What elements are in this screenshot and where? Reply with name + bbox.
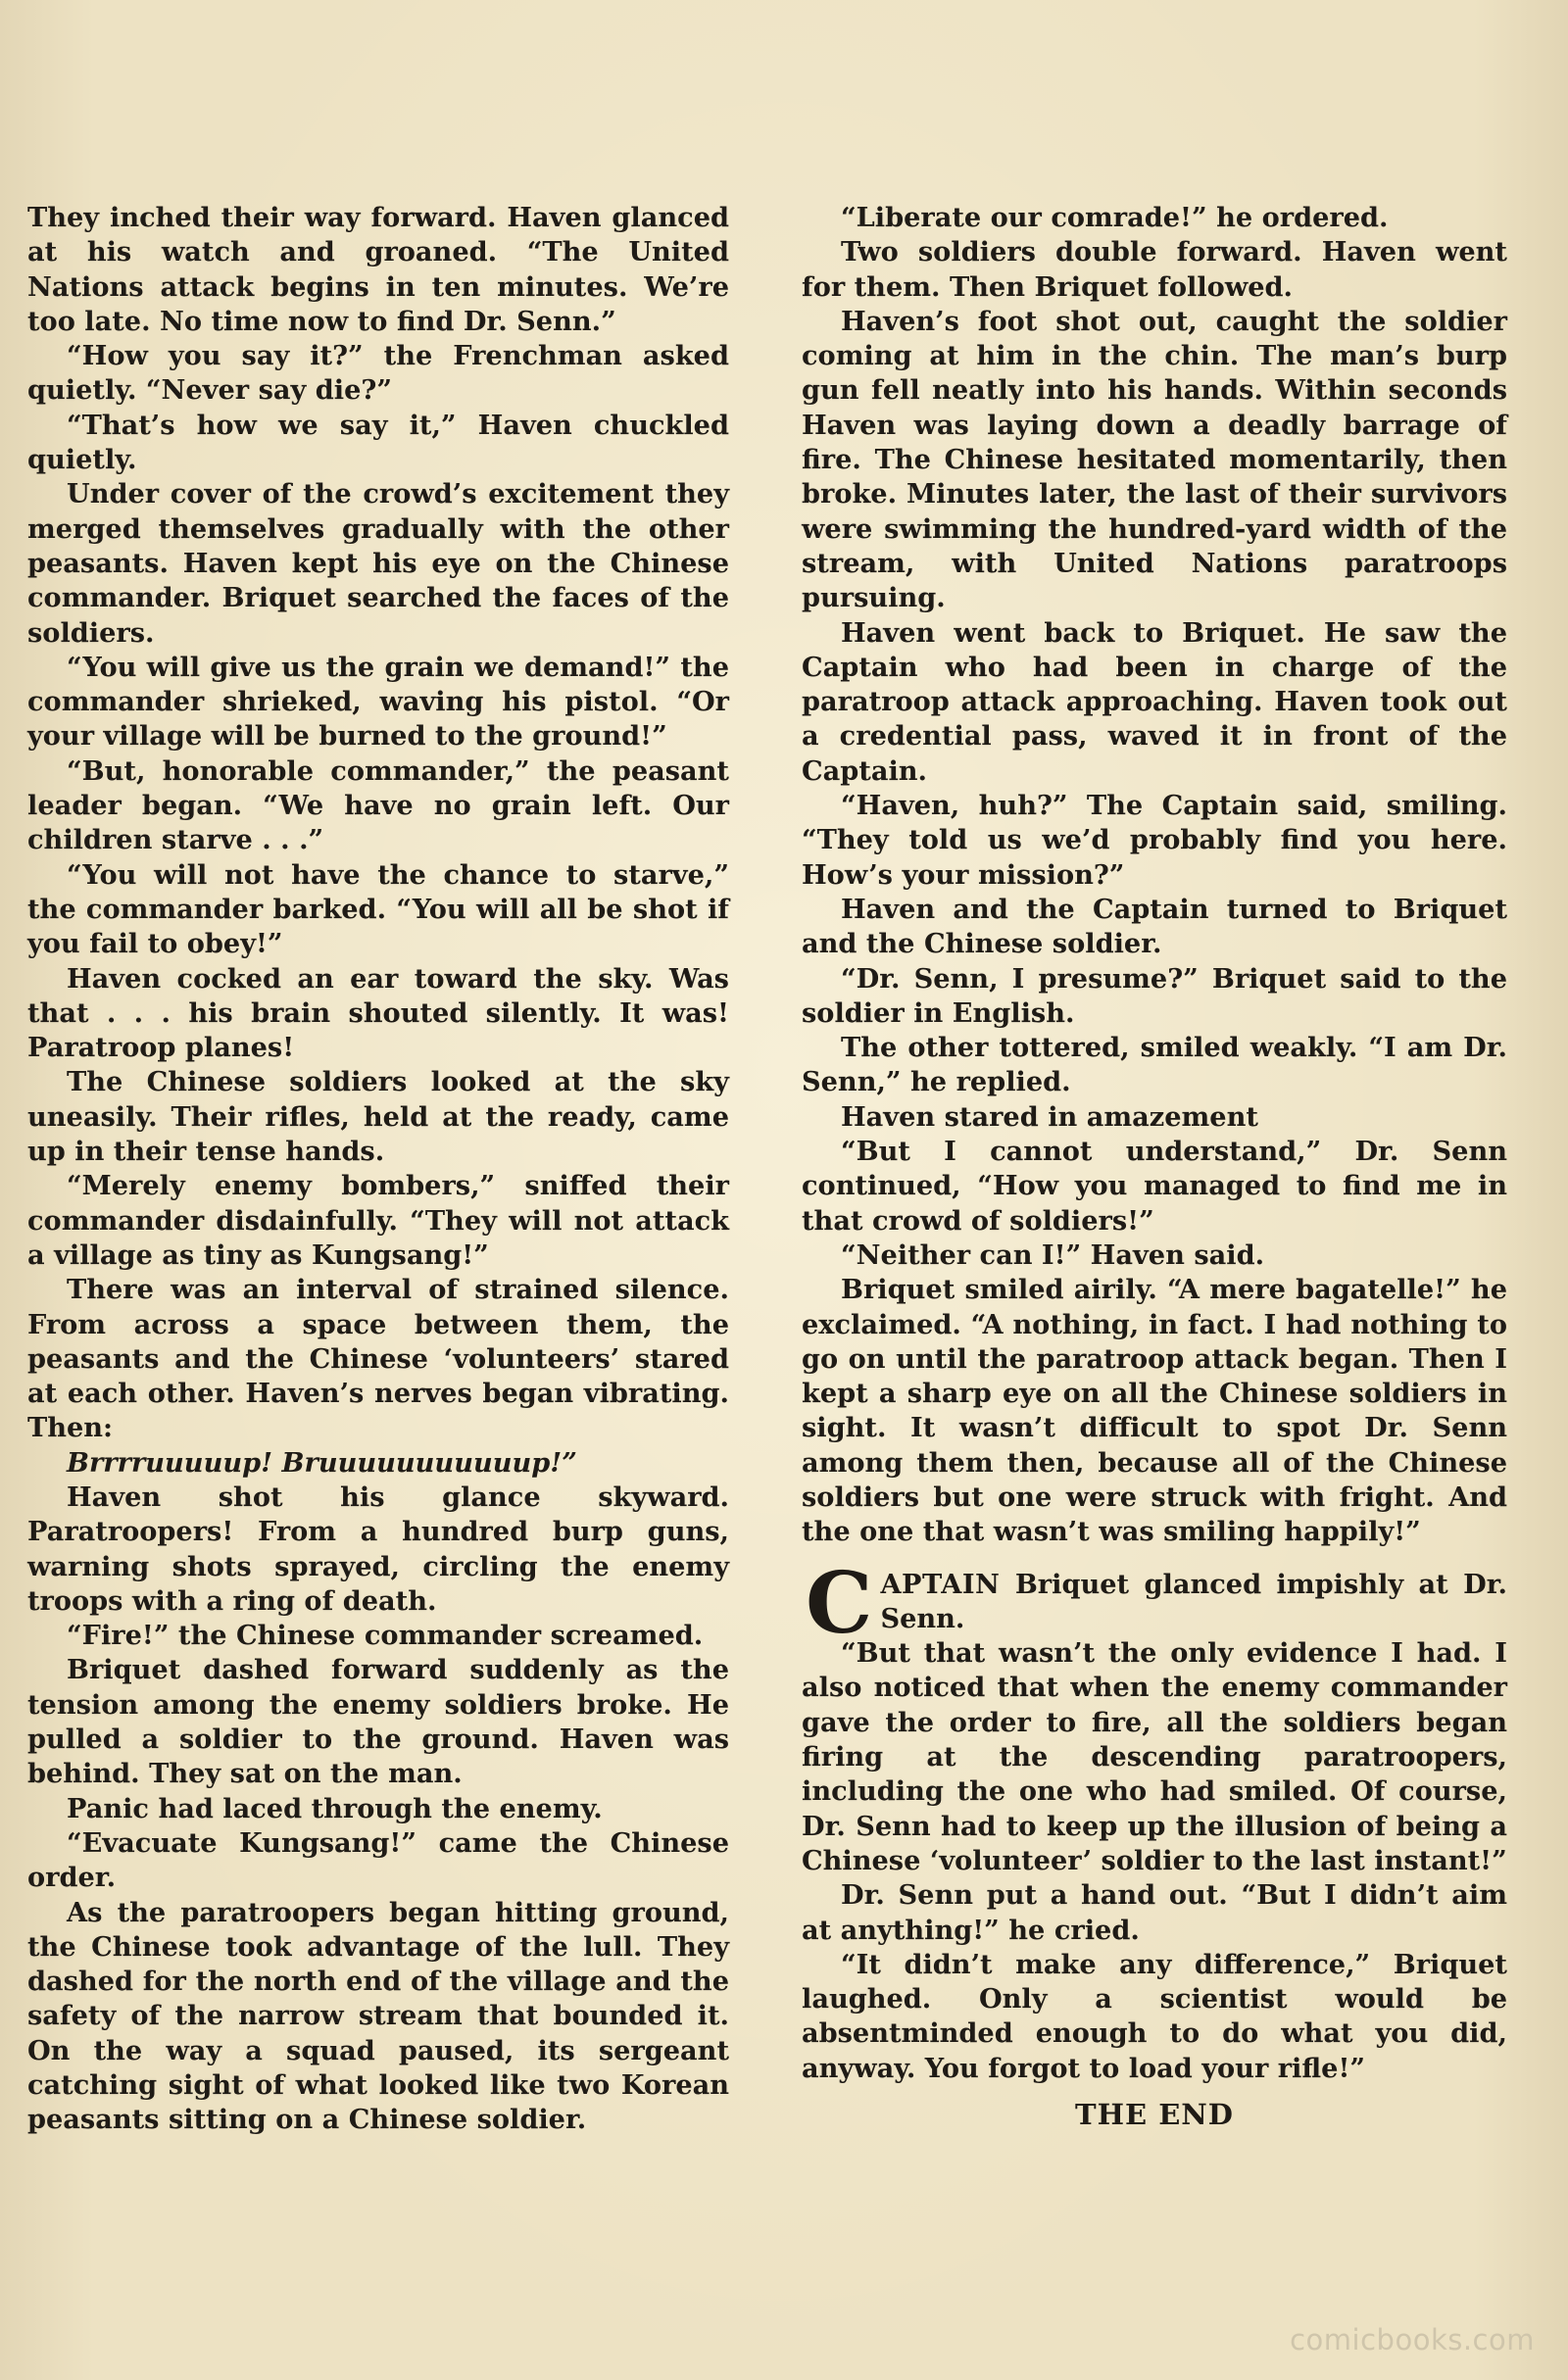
paragraph: Dr. Senn put a hand out. “But I didn’t aim at anything!” he cried. <box>802 1879 1507 1946</box>
paragraph: “But, honorable commander,” the peasant leader began. “We have no grain left. Our children starve . . .” <box>27 754 729 856</box>
paragraph: “You will not have the chance to starve,” the commander barked. “You will all be shot if you fail to obey!” <box>27 858 729 960</box>
paragraph: The other tottered, smiled weakly. “I am Dr. Senn,” he replied. <box>802 1032 1507 1098</box>
site-watermark: comicbooks.com <box>1290 2323 1535 2356</box>
paragraph: Haven’s foot shot out, caught the soldier coming at him in the chin. The man’s burp gun fell neatly into his hands. Within seconds Haven was laying down a deadly barrage of fire. The Chinese hesitated momentarily, then broke. Minutes later, the last of their survivors were swimming the hundred-yard width of the stream, with United Nations paratroops pursuing. <box>802 305 1507 614</box>
section-opening-paragraph <box>802 1553 1507 1653</box>
right-text-column <box>802 201 1507 2132</box>
paragraph: The Chinese soldiers looked at the sky uneasily. Their rifles, held at the ready, came up in their tense hands. <box>27 1066 729 1168</box>
paragraph: Haven went back to Briquet. He saw the Captain who had been in charge of the paratroop attack approaching. Haven took out a credential pass, waved it in front of the Captain. <box>802 616 1507 787</box>
paragraph: “Fire!” the Chinese commander screamed. <box>67 1620 704 1652</box>
drop-cap: C <box>806 1553 873 1653</box>
paragraph: “How you say it?” the Frenchman asked quietly. “Never say die?” <box>27 340 729 407</box>
paragraph: “But I cannot understand,” Dr. Senn continued, “How you managed to find me in that crowd of soldiers!” <box>802 1136 1507 1237</box>
paragraph: Haven cocked an ear toward the sky. Was that . . . his brain shouted silently. It was! Paratroop planes! <box>27 962 729 1064</box>
paragraph: Panic had laced through the enemy. <box>67 1792 603 1824</box>
paragraph: Briquet dashed forward suddenly as the tension among the enemy soldiers broke. He pulled a soldier to the ground. Haven was behind. They sat on the man. <box>27 1654 729 1790</box>
paragraph: Under cover of the crowd’s excitement they merged themselves gradually with the other peasants. Haven kept his eye on the Chinese commander. Briquet searched the faces of the soldiers. <box>27 478 729 649</box>
paragraph: Haven shot his glance skyward. Paratroopers! From a hundred burp guns, warning shots sprayed, circling the enemy troops with a ring of death. <box>27 1481 729 1617</box>
paragraph: Haven stared in amazement <box>841 1100 1258 1133</box>
paragraph: Briquet smiled airily. “A mere bagatelle!” he exclaimed. “A nothing, in fact. I had nothing to go on until the paratroop attack began. Then I kept a sharp eye on all the Chinese soldiers in sight. It wasn’t difficult to spot Dr. Senn among them then, because all of the Chinese soldiers but one were struck with fright. And the one that wasn’t was smiling happily!” <box>802 1274 1507 1548</box>
paragraph: “That’s how we say it,” Haven chuckled quietly. <box>27 409 729 476</box>
the-end-label: THE END <box>1075 2098 1234 2132</box>
paragraph: As the paratroopers began hitting ground, the Chinese took advantage of the lull. They dashed for the north end of the village and the safety of the narrow stream that bounded it. On the way a squad paused, its sergeant catching sight of what looked like two Korean peasants sitting on a Chinese soldier. <box>27 1896 729 2136</box>
left-text-column <box>27 201 729 2138</box>
paragraph: Haven and the Captain turned to Briquet and the Chinese soldier. <box>802 893 1507 960</box>
lead-text: Briquet glanced impishly at Dr. Senn. <box>880 1568 1507 1634</box>
paragraph: “But that wasn’t the only evidence I had. I also noticed that when the enemy commander gave the order to fire, all the soldiers began firing at the descending paratroopers, including the one who had smiled. Of course, Dr. Senn had to keep up the illusion of being a Chinese ‘volunteer’ soldier to the last instant!” <box>802 1637 1507 1876</box>
paragraph: “Neither can I!” Haven said. <box>841 1239 1265 1271</box>
sound-effect-text: Brrrruuuuup! Bruuuuuuuuuuup!” <box>67 1446 577 1479</box>
paragraph: “It didn’t make any difference,” Briquet laughed. Only a scientist would be absentminded enough to do what you did, anyway. You forgot to load your rifle!” <box>802 1948 1507 2084</box>
paragraph: They inched their way forward. Haven glanced at his watch and groaned. “The United Nations attack begins in ten minutes. We’re too late. No time now to find Dr. Senn.” <box>27 202 729 337</box>
paragraph: There was an interval of strained silence. From across a space between them, the peasants and the Chinese ‘volunteers’ stared at each other. Haven’s nerves began vibrating. Then: <box>27 1274 729 1444</box>
paragraph: “Dr. Senn, I presume?” Briquet said to the soldier in English. <box>802 962 1507 1029</box>
sound-effect-line <box>27 1446 729 1481</box>
paragraph: “Merely enemy bombers,” sniffed their commander disdainfully. “They will not attack a village as tiny as Kungsang!” <box>27 1170 729 1271</box>
paragraph: “Evacuate Kungsang!” came the Chinese order. <box>27 1826 729 1894</box>
paragraph: “Liberate our comrade!” he ordered. <box>841 202 1389 233</box>
lead-caps: APTAIN <box>880 1568 1001 1600</box>
paragraph: “Haven, huh?” The Captain said, smiling. “They told us we’d probably find you here. How’s your mission?” <box>802 790 1507 891</box>
paragraph: Two soldiers double forward. Haven went for them. Then Briquet followed. <box>802 236 1507 303</box>
paragraph: “You will give us the grain we demand!” the commander shrieked, waving his pistol. “Or your village will be burned to the ground!” <box>27 651 729 753</box>
